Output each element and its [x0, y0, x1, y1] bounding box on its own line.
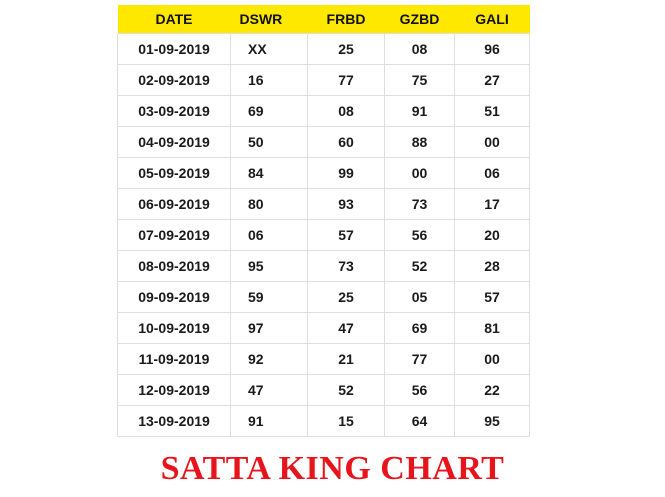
cell-dswr: 59 — [231, 282, 308, 313]
cell-dswr: 92 — [231, 344, 308, 375]
cell-gzbd: 00 — [385, 158, 455, 189]
cell-gzbd: 69 — [385, 313, 455, 344]
cell-gzbd: 56 — [385, 375, 455, 406]
cell-frbd: 57 — [308, 220, 385, 251]
cell-date: 02-09-2019 — [118, 65, 231, 96]
cell-frbd: 73 — [308, 251, 385, 282]
table-row — [118, 127, 530, 158]
table-row — [118, 406, 530, 437]
table-row — [118, 189, 530, 220]
table-row — [118, 282, 530, 313]
cell-gali: 00 — [455, 127, 530, 158]
cell-gali: 06 — [455, 158, 530, 189]
cell-dswr: 47 — [231, 375, 308, 406]
header-gzbd: GZBD — [385, 5, 455, 34]
cell-gali: 81 — [455, 313, 530, 344]
cell-gzbd: 64 — [385, 406, 455, 437]
cell-date: 08-09-2019 — [118, 251, 231, 282]
table-row — [118, 96, 530, 127]
cell-frbd: 93 — [308, 189, 385, 220]
header-dswr: DSWR — [231, 5, 308, 34]
cell-gzbd: 56 — [385, 220, 455, 251]
cell-frbd: 47 — [308, 313, 385, 344]
table-row — [118, 344, 530, 375]
cell-frbd: 25 — [308, 34, 385, 65]
cell-date: 01-09-2019 — [118, 34, 231, 65]
cell-gzbd: 08 — [385, 34, 455, 65]
cell-frbd: 99 — [308, 158, 385, 189]
cell-date: 06-09-2019 — [118, 189, 231, 220]
cell-dswr: 06 — [231, 220, 308, 251]
cell-frbd: 52 — [308, 375, 385, 406]
cell-gali: 00 — [455, 344, 530, 375]
cell-date: 12-09-2019 — [118, 375, 231, 406]
cell-gali: 22 — [455, 375, 530, 406]
table-body — [118, 34, 530, 437]
cell-date: 11-09-2019 — [118, 344, 231, 375]
cell-gali: 95 — [455, 406, 530, 437]
header-frbd: FRBD — [308, 5, 385, 34]
cell-frbd: 21 — [308, 344, 385, 375]
cell-date: 13-09-2019 — [118, 406, 231, 437]
cell-dswr: 16 — [231, 65, 308, 96]
table-row — [118, 313, 530, 344]
cell-dswr: 91 — [231, 406, 308, 437]
table-row — [118, 65, 530, 96]
cell-gali: 17 — [455, 189, 530, 220]
cell-gali: 51 — [455, 96, 530, 127]
cell-date: 03-09-2019 — [118, 96, 231, 127]
cell-date: 04-09-2019 — [118, 127, 231, 158]
cell-frbd: 77 — [308, 65, 385, 96]
cell-date: 05-09-2019 — [118, 158, 231, 189]
table-row — [118, 158, 530, 189]
cell-frbd: 15 — [308, 406, 385, 437]
cell-gzbd: 75 — [385, 65, 455, 96]
results-table — [117, 5, 530, 437]
cell-gzbd: 91 — [385, 96, 455, 127]
table-row — [118, 34, 530, 65]
table-row — [118, 375, 530, 406]
cell-dswr: XX — [231, 34, 308, 65]
cell-frbd: 08 — [308, 96, 385, 127]
cell-dswr: 97 — [231, 313, 308, 344]
cell-date: 09-09-2019 — [118, 282, 231, 313]
cell-date: 07-09-2019 — [118, 220, 231, 251]
cell-dswr: 69 — [231, 96, 308, 127]
table-row — [118, 220, 530, 251]
cell-dswr: 80 — [231, 189, 308, 220]
page-title: SATTA KING CHART — [160, 450, 505, 487]
cell-dswr: 95 — [231, 251, 308, 282]
cell-gzbd: 05 — [385, 282, 455, 313]
cell-gali: 57 — [455, 282, 530, 313]
cell-dswr: 50 — [231, 127, 308, 158]
cell-dswr: 84 — [231, 158, 308, 189]
table-header-row — [118, 5, 530, 34]
cell-gzbd: 77 — [385, 344, 455, 375]
cell-gali: 28 — [455, 251, 530, 282]
cell-gzbd: 52 — [385, 251, 455, 282]
table-row — [118, 251, 530, 282]
cell-gali: 96 — [455, 34, 530, 65]
cell-gzbd: 88 — [385, 127, 455, 158]
cell-gali: 20 — [455, 220, 530, 251]
cell-gali: 27 — [455, 65, 530, 96]
cell-frbd: 25 — [308, 282, 385, 313]
cell-frbd: 60 — [308, 127, 385, 158]
cell-date: 10-09-2019 — [118, 313, 231, 344]
header-date: DATE — [118, 5, 231, 34]
cell-gzbd: 73 — [385, 189, 455, 220]
header-gali: GALI — [455, 5, 530, 34]
